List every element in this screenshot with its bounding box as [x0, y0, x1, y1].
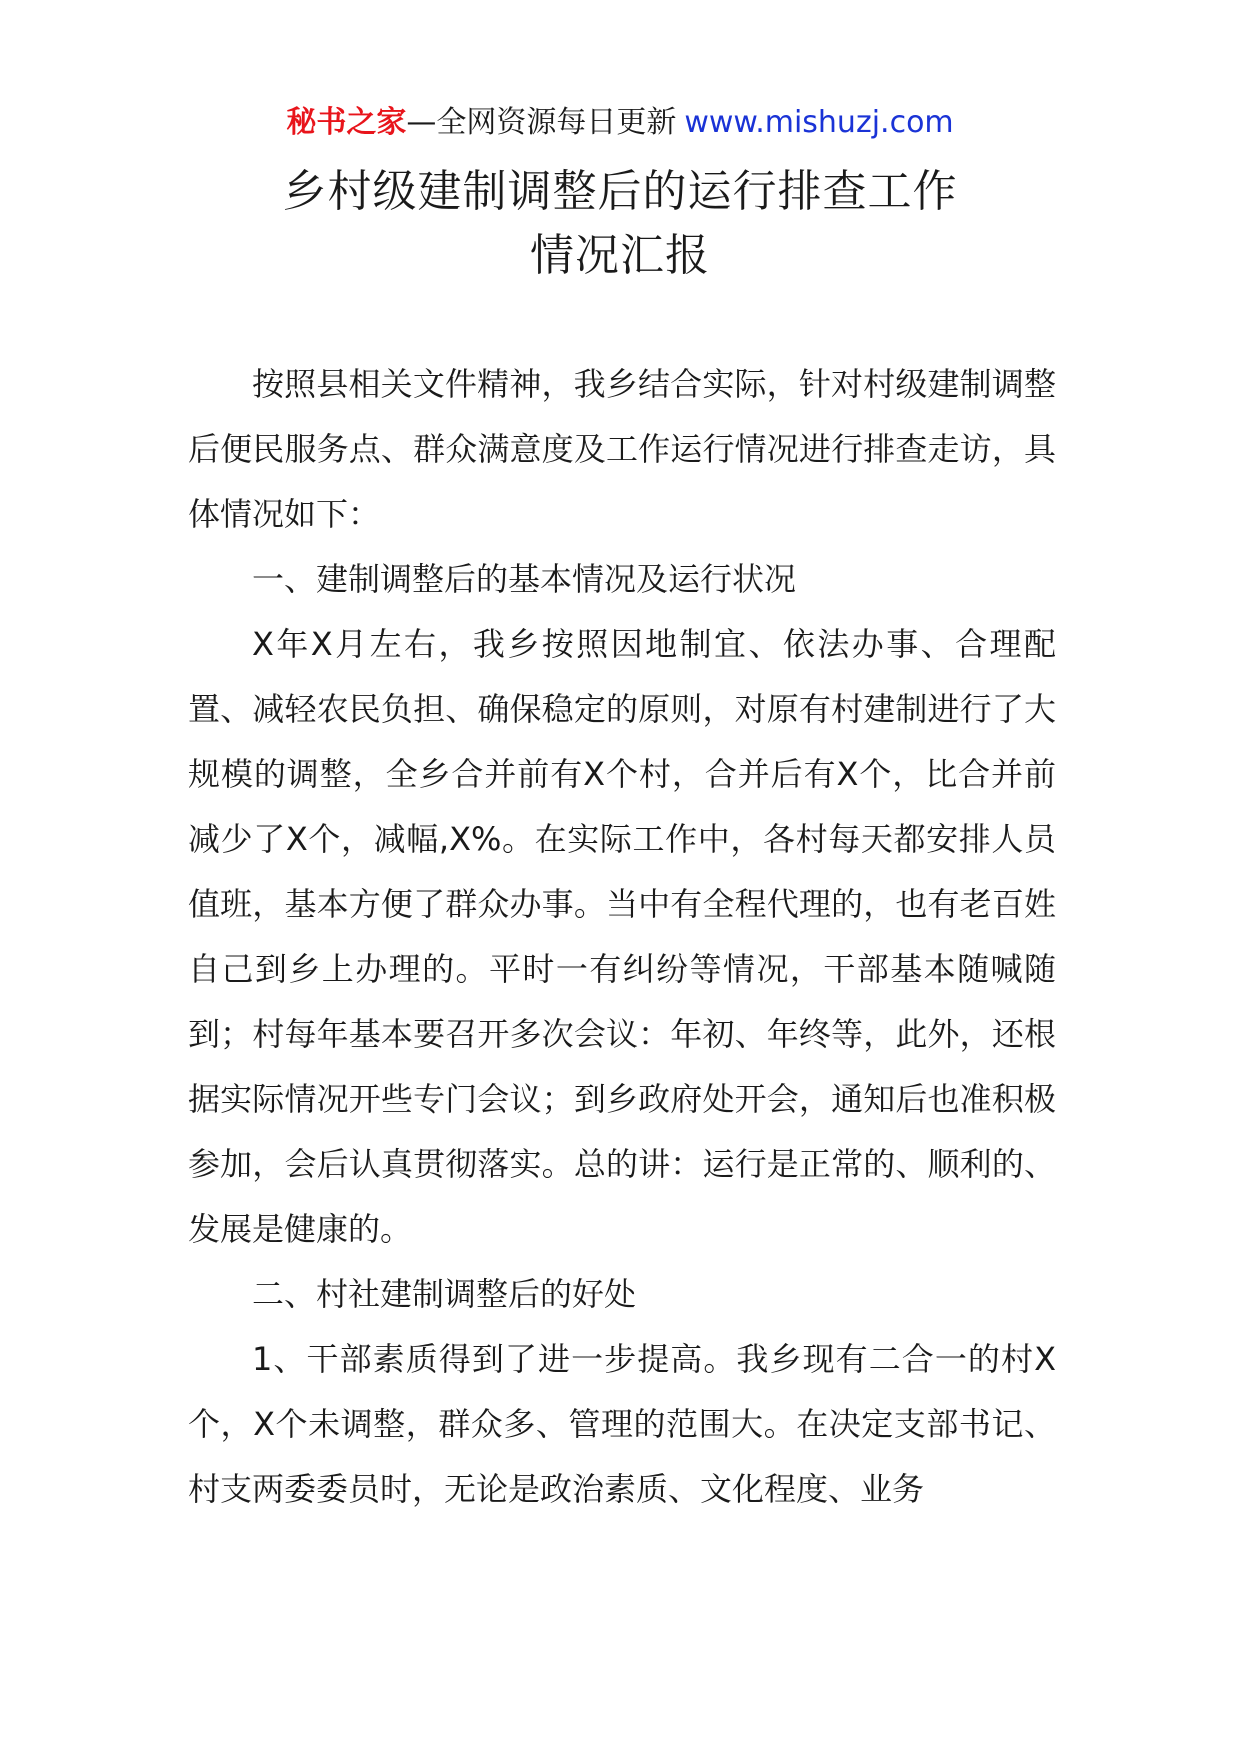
section-heading-2: 二、村社建制调整后的好处 — [252, 1275, 637, 1313]
paragraph-section-1: X年X月左右，我乡按照因地制宜、依法办事、合理配置、减轻农民负担、确保稳定的原则，对原有村建制进行了大规模的调整，全乡合并前有X个村，合并后有X个，比合并前减少了X个，减幅,X%。在实际工作中，各村每天都安排人员值班，基本方便了群众办事。当中有全程代理的，也有老百姓自己到乡上办理的。平时一有纠纷等情况，干部基本随喊随到；村每年基本要召开多次会议：年初、年终等，此外，还根据实际情况开些专门会议；到乡政府处开会，通知后也准积极参加，会后认真贯彻落实。总的讲：运行是正常的、顺利的、发展是健康的。 — [188, 625, 1056, 1248]
paragraph-intro: 按照县相关文件精神，我乡结合实际，针对村级建制调整后便民服务点、群众满意度及工作运行情况进行排查走访，具体情况如下： — [188, 365, 1056, 533]
title-line-2: 情况汇报 — [530, 230, 710, 281]
document-title — [0, 160, 1240, 288]
title-line-1: 乡村级建制调整后的运行排查工作 — [282, 166, 958, 217]
section-heading-1: 一、建制调整后的基本情况及运行状况 — [252, 560, 797, 598]
header-banner — [0, 100, 1240, 146]
paragraph-item-1: 1、干部素质得到了进一步提高。我乡现有二合一的村X个，X个未调整，群众多、管理的范围大。在决定支部书记、村支两委委员时，无论是政治素质、文化程度、业务 — [188, 1340, 1056, 1508]
banner-brand: 秘书之家 — [286, 105, 407, 140]
banner-url-link[interactable]: www.mishuzj.com — [684, 105, 954, 140]
document-body — [188, 352, 1056, 1522]
banner-slogan: —全网资源每日更新 — [406, 105, 677, 140]
